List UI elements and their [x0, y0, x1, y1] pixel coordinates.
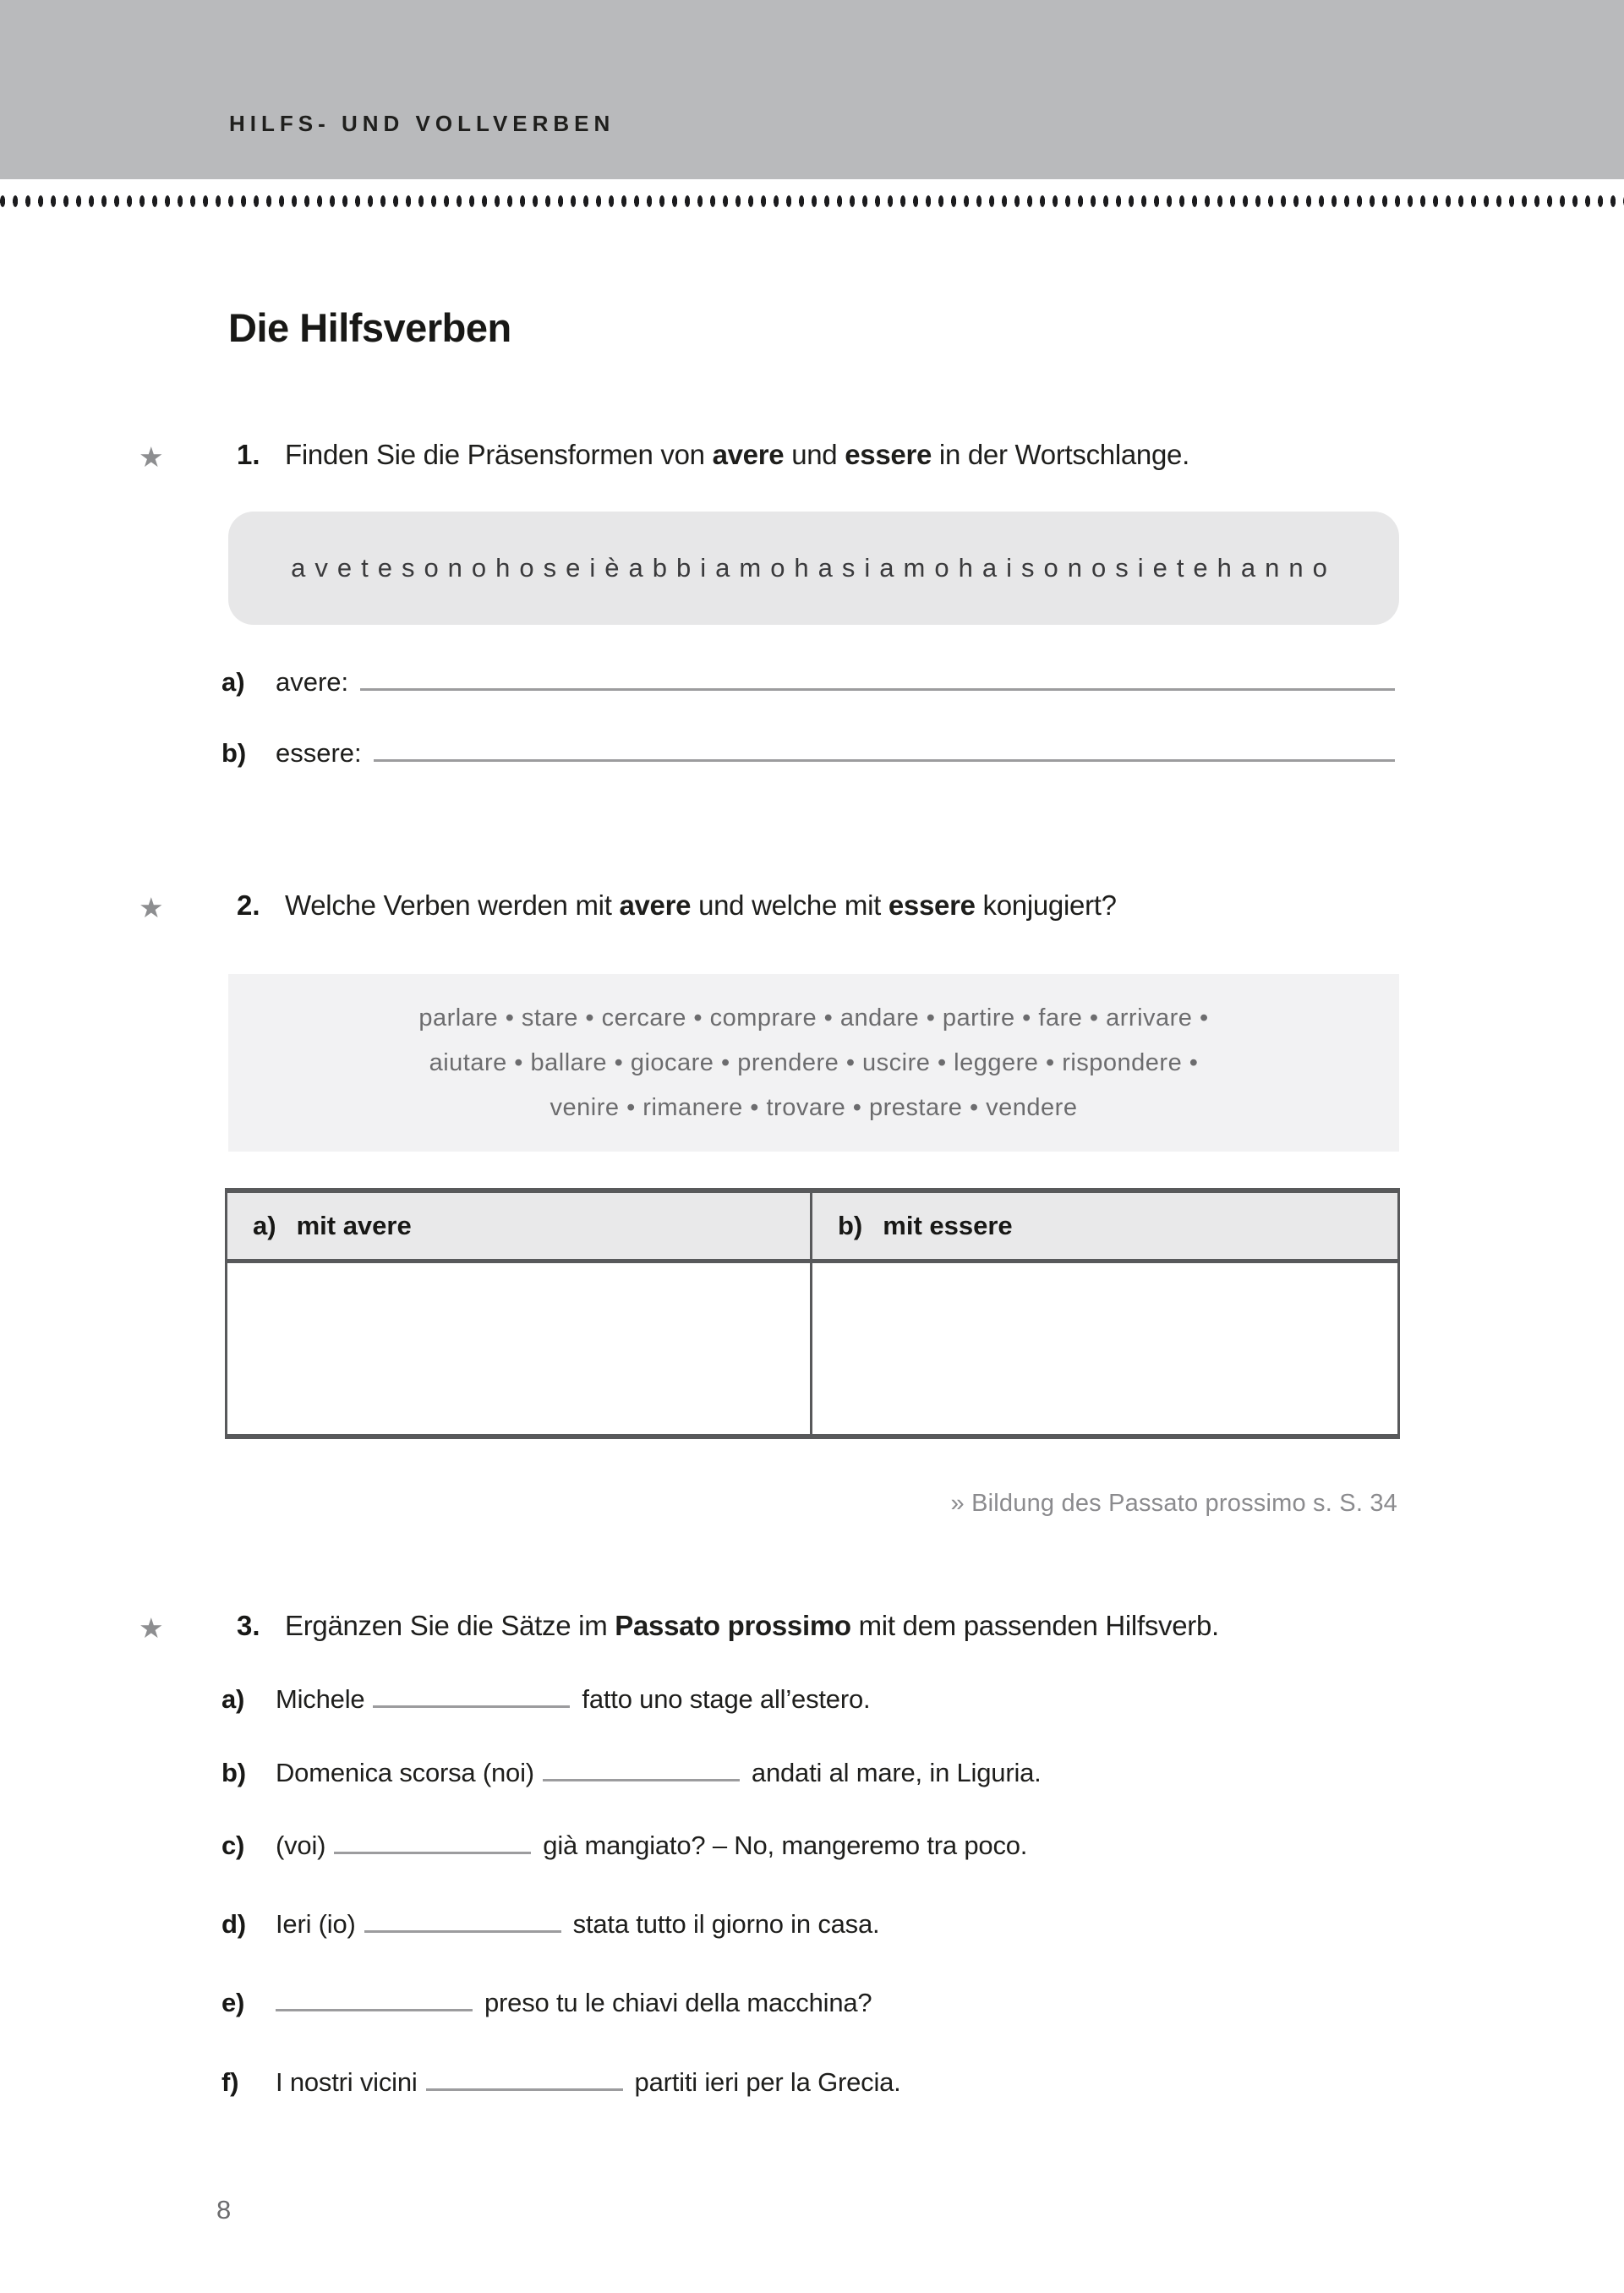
fill-in-blank-line: [364, 1930, 561, 1933]
item-label: e): [221, 1988, 245, 2017]
exercise-2-instruction: [285, 887, 1409, 924]
difficulty-star-icon: ★: [139, 441, 164, 473]
answer-word: essere:: [276, 738, 362, 768]
table-header-label: a): [253, 1211, 276, 1240]
sentence-item-a: [221, 1681, 1395, 1720]
sentence-before-blank: (voi): [276, 1831, 326, 1860]
chapter-title: HILFS- UND VOLLVERBEN: [229, 111, 615, 136]
sentence-item-f: [221, 2064, 1395, 2103]
instruction-bold-avere: avere: [619, 889, 692, 921]
instruction-bold-passato-prossimo: Passato prossimo: [615, 1610, 851, 1641]
instruction-bold-avere: avere: [712, 439, 785, 470]
table-header-mit-avere: [227, 1193, 812, 1263]
table-header-label: b): [838, 1211, 863, 1240]
fill-in-blank-line: [334, 1852, 531, 1854]
dotted-divider: [0, 195, 1624, 207]
verb-pool-box: [228, 974, 1399, 1152]
sentence-after-blank: andati al mare, in Liguria.: [751, 1758, 1042, 1787]
exercise-3-number: 3.: [237, 1610, 260, 1641]
instruction-bold-essere: essere: [888, 889, 976, 921]
item-label: b): [221, 1758, 246, 1787]
sentence-item-d: [221, 1906, 1395, 1945]
difficulty-star-icon: ★: [139, 1612, 164, 1644]
instruction-text: in der Wortschlange.: [932, 439, 1189, 470]
verb-pool-line: parlare • stare • cercare • comprare • andare • partire • fare • arrivare •: [418, 1004, 1209, 1032]
table-cell-mit-avere: [227, 1263, 812, 1434]
fill-in-blank-line: [276, 2009, 473, 2011]
instruction-text: mit dem passenden Hilfsverb.: [850, 1610, 1219, 1641]
difficulty-star-icon: ★: [139, 892, 164, 923]
instruction-text: konjugiert?: [975, 889, 1117, 921]
exercise-1-number: 1.: [237, 439, 260, 470]
instruction-text: und welche mit: [691, 889, 889, 921]
section-title: Die Hilfsverben: [228, 305, 511, 350]
fill-in-blank-line: [426, 2088, 623, 2091]
answer-blank-line: [360, 688, 1395, 691]
instruction-text: Ergänzen Sie die Sätze im: [285, 1610, 615, 1641]
sentence-before-blank: I nostri vicini: [276, 2067, 418, 2097]
item-label: a): [221, 1684, 245, 1714]
page-number: 8: [216, 2195, 232, 2225]
sentence-after-blank: fatto uno stage all’estero.: [582, 1684, 871, 1714]
fill-in-blank-line: [543, 1779, 740, 1781]
sentence-item-c: [221, 1827, 1395, 1866]
item-label: f): [221, 2067, 239, 2097]
answer-label: b): [221, 738, 247, 768]
sentence-before-blank: Domenica scorsa (noi): [276, 1758, 534, 1787]
instruction-bold-essere: essere: [845, 439, 932, 470]
answer-word: avere:: [276, 667, 349, 697]
word-snake-text: avetesonohoseièabbiamohasiamohaisonosietehanno: [291, 553, 1337, 583]
sentence-before-blank: Ieri (io): [276, 1909, 356, 1939]
item-label: c): [221, 1831, 245, 1860]
exercise-3-heading: [0, 1607, 1437, 1646]
table-cell-mit-essere: [812, 1263, 1397, 1434]
exercise-1-heading: [0, 436, 1437, 475]
sentence-after-blank: preso tu le chiavi della macchina?: [484, 1988, 872, 2017]
answer-row-avere: [221, 665, 1395, 702]
instruction-text: und: [784, 439, 845, 470]
cross-reference-note: » Bildung des Passato prossimo s. S. 34: [950, 1490, 1397, 1517]
answer-row-essere: [221, 736, 1395, 773]
exercise-1-instruction: [285, 436, 1409, 473]
fill-in-blank-line: [373, 1705, 570, 1708]
sentence-item-b: [221, 1754, 1395, 1793]
table-header-title: mit avere: [296, 1211, 412, 1240]
answer-blank-line: [374, 759, 1395, 762]
table-header-mit-essere: [812, 1193, 1397, 1263]
verb-pool-line: aiutare • ballare • giocare • prendere • uscire • leggere • rispondere •: [429, 1048, 1199, 1076]
answer-label: a): [221, 667, 245, 697]
instruction-text: Finden Sie die Präsensformen von: [285, 439, 713, 470]
exercise-2-number: 2.: [237, 889, 260, 921]
exercise-3-instruction: [285, 1607, 1409, 1645]
table-header-title: mit essere: [883, 1211, 1013, 1240]
item-label: d): [221, 1909, 246, 1939]
avere-essere-table: [225, 1188, 1400, 1439]
verb-pool-line: venire • rimanere • trovare • prestare • vendere: [550, 1093, 1078, 1121]
word-snake-box: [228, 512, 1399, 625]
sentence-after-blank: stata tutto il giorno in casa.: [572, 1909, 880, 1939]
sentence-after-blank: partiti ieri per la Grecia.: [634, 2067, 901, 2097]
sentence-after-blank: già mangiato? – No, mangeremo tra poco.: [543, 1831, 1028, 1860]
exercise-2-heading: [0, 887, 1437, 926]
chapter-header-bar: [0, 0, 1624, 179]
instruction-text: Welche Verben werden mit: [285, 889, 620, 921]
sentence-item-e: [221, 1984, 1395, 2023]
sentence-before-blank: Michele: [276, 1684, 365, 1714]
